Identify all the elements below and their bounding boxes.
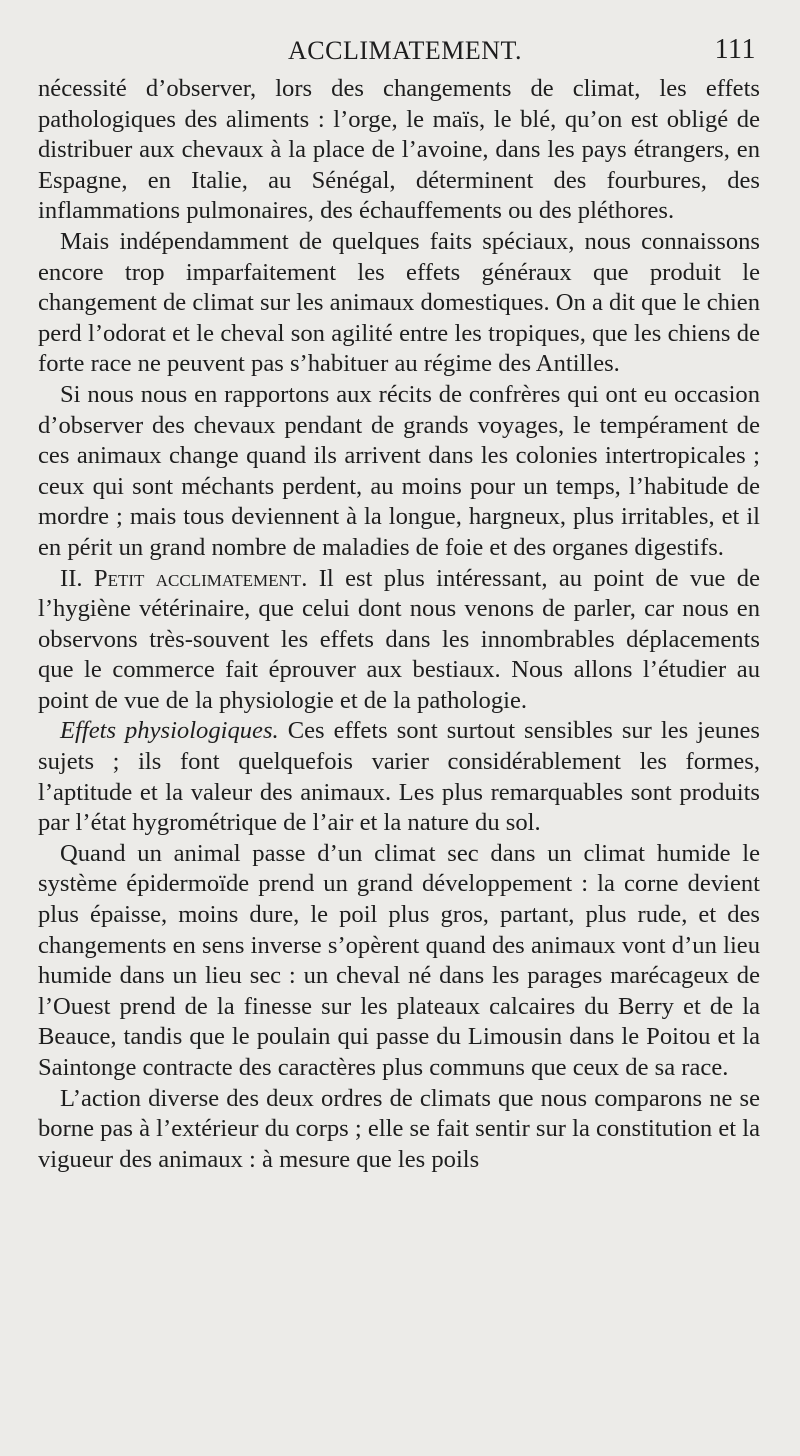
paragraph-3: Si nous nous en rapportons aux récits de confrères qui ont eu occasion d’observer des chevaux pendant de grands voyages, le tempérament de ces animaux change quand ils arrivent dans les colonies intertropicales ; ceux qui sont méchants perdent, au moins pour un temps, l’habitude de mordre ; mais tous deviennent à la longue, hargneux, plus irritables, et il en périt un grand nombre de maladies de foie et des organes digestifs. <box>38 380 760 561</box>
body-text <box>38 74 760 1175</box>
page-number: 111 <box>714 34 756 65</box>
paragraph-7: L’action diverse des deux ordres de climats que nous comparons ne se borne pas à l’extérieur du corps ; elle se fait sentir sur la constitution et la vigueur des animaux : à mesure que les poils <box>38 1084 760 1173</box>
paragraph-2: Mais indépendamment de quelques faits spéciaux, nous connaissons encore trop imparfaitement les effets généraux que produit le changement de climat sur les animaux domestiques. On a dit que le chien perd l’odorat et le cheval son agilité entre les tropiques, que les chiens de forte race ne peuvent pas s’habituer au régime des Antilles. <box>38 227 760 378</box>
section-heading-petit-acclimatement: II. Petit acclimatement. <box>60 564 308 592</box>
subheading-effets-physiologiques: Effets physiologiques. <box>60 717 279 745</box>
paragraph-1: nécessité d’observer, lors des changements de climat, les effets pathologiques des aliments : l’orge, le maïs, le blé, qu’on est obligé de distribuer aux chevaux à la place de l’avoine, dans les pays étrangers, en Espagne, en Italie, au Sénégal, déterminent des fourbures, des inflammations pulmonaires, des échauffements ou des pléthores. <box>38 75 760 225</box>
paragraph-6: Quand un animal passe d’un climat sec dans un climat humide le système épidermoïde prend un grand développement : la corne devient plus épaisse, moins dure, le poil plus gros, partant, plus rude, et des changements en sens inverse s’opèrent quand des animaux vont d’un lieu humide dans un lieu sec : un cheval né dans les parages marécageux de l’Ouest prend de la finesse sur les plateaux calcaires du Berry et de la Beauce, tandis que le poulain qui passe du Limousin dans le Poitou et la Saintonge contracte des caractères plus communs que ceux de sa race. <box>38 839 760 1081</box>
running-head <box>38 34 760 74</box>
paragraph-5: Effets physiologiques. Ces effets sont surtout sensibles sur les jeunes sujets ; ils font quelquefois varier considérablement les formes, l’aptitude et la valeur des animaux. Les plus remarquables sont produits par l’état hygrométrique de l’air et la nature du sol. <box>38 717 761 837</box>
paragraph-4: II. Petit acclimatement. Il est plus intéressant, au point de vue de l’hygiène vétérinaire, que celui dont nous venons de parler, car nous en observons très-souvent les effets dans les innombrables déplacements que le commerce fait éprouver aux bestiaux. Nous allons l’étudier au point de vue de la physiologie et de la pathologie. <box>38 564 761 714</box>
running-title: ACCLIMATEMENT. <box>288 36 523 65</box>
